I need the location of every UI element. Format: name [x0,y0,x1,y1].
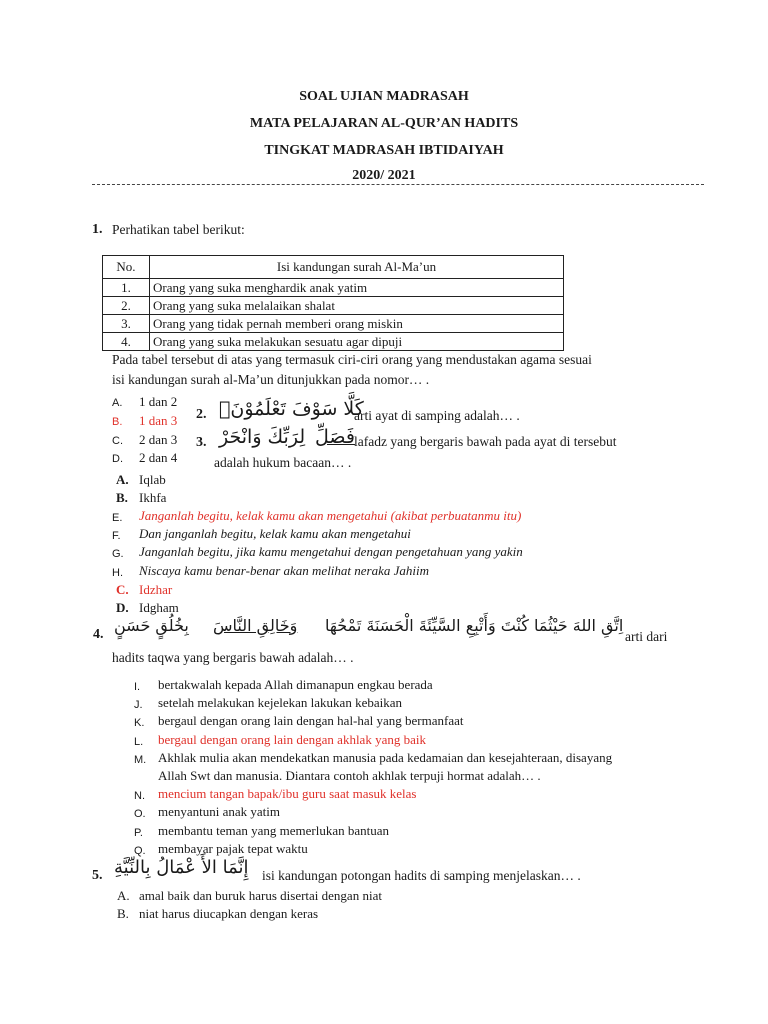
table-cell-content: Orang yang tidak pernah memberi orang miskin [150,315,564,333]
option-text: membayar pajak tepat waktu [158,841,308,856]
question-4-arabic-underlined: وَخَالِقِ النَّاسَ [213,616,298,635]
option-letter: L. [134,736,144,748]
option-text: Idgham [139,600,179,615]
option-text: Niscaya kamu benar-benar akan melihat neraka Jahiim [139,563,430,578]
option-text-answer: mencium tangan bapak/ibu guru saat masuk kelas [158,786,417,801]
title-line-3: TINGKAT MADRASAH IBTIDAIYAH [264,143,504,158]
question-m-letter: M. [134,754,147,766]
option-text-answer: bergaul dengan orang lain dengan akhlak yang baik [158,732,426,747]
option-text-answer: 1 dan 3 [139,413,178,428]
question-1-line-2: isi kandungan surah al-Ma’un ditunjukkan pada nomor… . [112,372,430,387]
option-letter: C. [112,435,123,447]
table-row [103,315,564,333]
option-text: menyantuni anak yatim [158,804,281,819]
question-3-line-2: adalah hukum bacaan… . [214,455,352,470]
table-header-row [103,256,564,279]
question-1-number: 1. [92,222,103,237]
table-cell-no: 3. [103,315,150,333]
question-1-text: Perhatikan tabel berikut: [112,222,245,237]
option-letter: B. [116,490,128,505]
option-letter: D. [116,600,129,615]
table-cell-content: Orang yang suka melalaikan shalat [150,297,564,315]
question-2-text: arti ayat di samping adalah… . [354,408,520,423]
table-row [103,297,564,315]
table-cell-no: 4. [103,333,150,351]
table-row [103,279,564,297]
question-3-arabic-underlined: فَصَلِّ [315,426,355,448]
option-letter: J. [134,699,143,711]
option-text: 2 dan 4 [139,450,178,465]
option-text: setelah melakukan kejelekan lakukan kebaikan [158,695,403,710]
option-text: niat harus diucapkan dengan keras [139,906,319,921]
question-2-number: 2. [196,407,207,422]
title-line-1: SOAL UJIAN MADRASAH [299,89,469,104]
option-letter: Q. [134,845,146,857]
title-line-4: 2020/ 2021 [352,168,416,183]
question-5-text: isi kandungan potongan hadits di samping menjelaskan… . [262,868,581,883]
question-1-line-1: Pada tabel tersebut di atas yang termasuk ciri-ciri orang yang mendustakan agama sesuai [112,352,592,367]
option-letter: D. [112,453,123,465]
question-5-number: 5. [92,868,103,883]
option-text: 2 dan 3 [139,432,178,447]
question-m-line-2: Allah Swt dan manusia. Diantara contoh akhlak terpuji hormat adalah… . [158,768,541,783]
option-letter: K. [134,717,145,729]
question-4-line-1: arti dari [625,629,668,644]
option-letter: A. [117,888,130,903]
dashed-divider [92,184,704,185]
option-text: Ikhfa [139,490,167,505]
option-text: Iqlab [139,472,166,487]
table-row [103,333,564,351]
question-4-arabic: اِتَّقِ اللهَ حَيْثُمَا كُنْتَ وَأَتْبِعِ السَّيِّئَةَ الْحَسَنَةَ تَمْحُهَا [325,616,624,635]
table-cell-no: 1. [103,279,150,297]
option-letter: I. [134,681,141,693]
question-3-arabic: لِرَبِّكَ وَانْحَرْ [219,426,306,448]
option-text-answer: Janganlah begitu, kelak kamu akan mengetahui (akibat perbuatanmu itu) [139,508,522,523]
question-4-arabic-end: بِخُلُقٍ حَسَنٍ [114,616,189,635]
option-letter: P. [134,827,143,839]
table-cell-content: Orang yang suka melakukan sesuatu agar dipuji [150,333,564,351]
table-header-content: Isi kandungan surah Al-Ma’un [150,256,564,279]
option-letter: G. [112,548,124,560]
option-letter: A. [116,472,129,487]
question-2-arabic: كَلَّا سَوْفَ تَعْلَمُوْنَۙ [219,398,364,420]
question-4-line-2: hadits taqwa yang bergaris bawah adalah… . [112,650,354,665]
question-3-line-1: lafadz yang bergaris bawah pada ayat di tersebut [354,434,617,449]
option-text-answer: Idzhar [139,582,173,597]
content-table [102,255,564,351]
question-5-arabic: إِنَّمَا الأَ عْمَالُ بِالنِّيَّةِ [114,857,249,878]
option-text: amal baik dan buruk harus disertai dengan niat [139,888,382,903]
option-text: bergaul dengan orang lain dengan hal-hal yang bermanfaat [158,713,464,728]
table-cell-no: 2. [103,297,150,315]
option-letter: N. [134,790,145,802]
option-text: membantu teman yang memerlukan bantuan [158,823,390,838]
option-letter: B. [117,906,129,921]
option-letter: E. [112,512,123,524]
option-letter: H. [112,567,123,579]
option-letter: C. [116,582,129,597]
title-line-2: MATA PELAJARAN AL-QUR’AN HADITS [249,116,519,131]
option-letter: B. [112,416,123,428]
question-m-line-1: Akhlak mulia akan mendekatkan manusia pada kedamaian dan kesejahteraan, disayang [158,750,613,765]
option-text: Janganlah begitu, jika kamu mengetahui dengan pengetahuan yang yakin [139,544,523,559]
option-text: 1 dan 2 [139,394,178,409]
option-text: bertakwalah kepada Allah dimanapun engkau berada [158,677,433,692]
table-header-no: No. [103,256,150,279]
question-3-number: 3. [196,435,207,450]
option-text: Dan janganlah begitu, kelak kamu akan mengetahui [139,526,411,541]
question-4-number: 4. [93,627,104,642]
option-letter: A. [112,397,123,409]
option-letter: F. [112,530,121,542]
option-letter: O. [134,808,146,820]
table-cell-content: Orang yang suka menghardik anak yatim [150,279,564,297]
